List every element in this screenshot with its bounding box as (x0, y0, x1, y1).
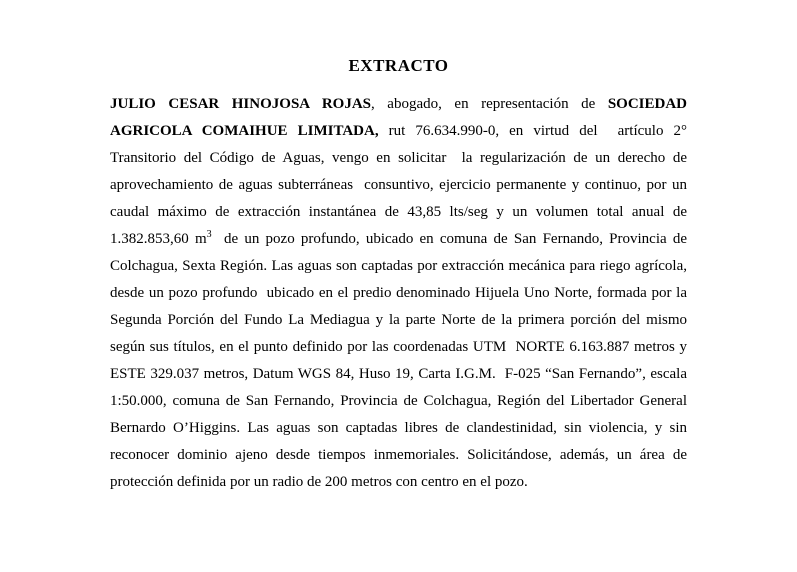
document-title: EXTRACTO (348, 56, 449, 75)
text-segment-body-2: de un pozo profundo, ubicado en comuna de San Fernando, Provincia de Colchagua, Sexta Región. Las aguas son captadas por extracción mecánica para riego agrícola, desde un pozo profundo ubicado en el predio denominado Hijuela Uno Norte, formada por la Segunda Porción del Fundo La Mediagua y la parte Norte de la primera porción del mismo según sus títulos, en el punto definido por las coordenadas UTM NORTE 6.163.887 metros y ESTE 329.037 metros, Datum WGS 84, Huso 19, Carta I.G.M. F-025 “San Fernando”, escala 1:50.000, comuna de San Fernando, Provincia de Colchagua, Región del Libertador General Bernardo O’Higgins. Las aguas son captadas libres de clandestinidad, sin violencia, y sin reconocer dominio ajeno desde tiempos inmemoriales. Solicitándose, además, un área de protección definida por un radio de 200 metros con centro en el pozo. (110, 231, 688, 490)
text-segment-company-name: SOCIEDAD AGRICOLA COMAIHUE LIMITADA, (110, 96, 687, 139)
extract-paragraph (110, 91, 687, 496)
text-segment-body-1: rut 76.634.990-0, en virtud del artículo 2° Transitorio del Código de Aguas, vengo en solicitar la regularización de un derecho de aprovechamiento de aguas subterráneas consuntivo, ejercicio permanente y continuo, por un caudal máximo de extracción instantánea de 43,85 lts/seg y un volumen total anual de 1.382.853,60 m (110, 123, 687, 247)
text-segment-cubic-meter-exponent: 3 (206, 229, 212, 240)
text-segment-role: , abogado, en representación de (371, 96, 608, 112)
document-content (110, 54, 687, 496)
text-segment-petitioner-name: JULIO CESAR HINOJOSA ROJAS (110, 96, 372, 112)
